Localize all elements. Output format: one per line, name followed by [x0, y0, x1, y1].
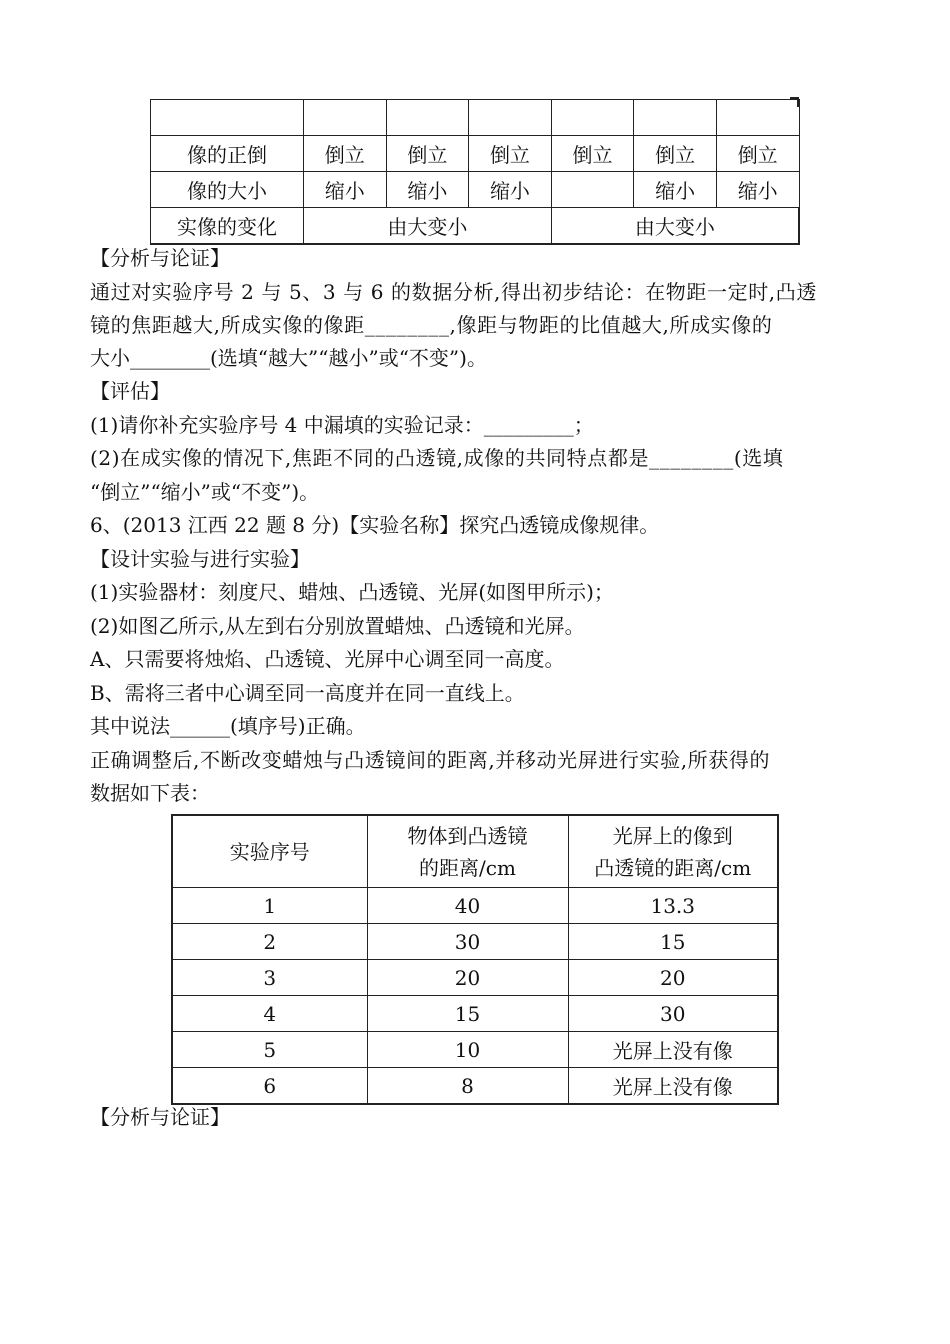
row-label: 实像的变化	[151, 208, 304, 245]
table-cell: 2	[172, 924, 367, 960]
table-header-row	[172, 815, 778, 888]
table-cell: 光屏上没有像	[568, 1032, 778, 1068]
table-cell	[716, 100, 799, 136]
merged-cell: 由大变小	[304, 208, 552, 245]
question-line: (2)在成实像的情况下,焦距不同的凸透镜,成像的共同特点都是________(选填	[90, 446, 784, 470]
table-cell: 5	[172, 1032, 367, 1068]
table-cell	[304, 100, 387, 136]
table-cell: 4	[172, 996, 367, 1032]
table-cell	[469, 100, 552, 136]
table-row	[151, 100, 800, 136]
table-cell: 6	[172, 1068, 367, 1105]
table-cell	[551, 172, 634, 208]
section-heading: 【评估】	[90, 379, 170, 403]
option-a: A、只需要将烛焰、凸透镜、光屏中心调至同一高度。	[90, 647, 565, 671]
image-properties-table	[150, 99, 800, 245]
paragraph-line: (1)实验器材：刻度尺、蜡烛、凸透镜、光屏(如图甲所示)；	[90, 580, 614, 604]
paragraph-line: 数据如下表：	[90, 781, 210, 805]
table-cell: 倒立	[386, 136, 469, 172]
table-cell: 倒立	[634, 136, 717, 172]
merged-cell: 由大变小	[551, 208, 799, 245]
section-heading: 【分析与论证】	[90, 1105, 230, 1129]
question-line: 其中说法______(填序号)正确。	[90, 714, 366, 738]
experiment-data-table	[171, 814, 779, 1105]
table-cell: 缩小	[304, 172, 387, 208]
row-label: 像的正倒	[151, 136, 304, 172]
table-cell: 15	[568, 924, 778, 960]
table-cell: 3	[172, 960, 367, 996]
table-cell: 缩小	[716, 172, 799, 208]
table-cell: 1	[172, 888, 367, 924]
table-row	[151, 208, 800, 245]
table-row	[151, 136, 800, 172]
table-cell: 20	[568, 960, 778, 996]
table-cell: 倒立	[716, 136, 799, 172]
column-header: 物体到凸透镜 的距离/cm	[367, 815, 568, 888]
table-row	[151, 172, 800, 208]
column-header: 光屏上的像到 凸透镜的距离/cm	[568, 815, 778, 888]
paragraph-line: (2)如图乙所示,从左到右分别放置蜡烛、凸透镜和光屏。	[90, 614, 585, 638]
table-cell: 倒立	[469, 136, 552, 172]
table-row	[172, 1068, 778, 1105]
table-cell: 缩小	[386, 172, 469, 208]
question-line: “倒立”“缩小”或“不变”)。	[90, 480, 320, 504]
table-cell: 15	[367, 996, 568, 1032]
row-label	[151, 100, 304, 136]
paragraph-line: 大小________(选填“越大”“越小”或“不变”)。	[90, 346, 487, 370]
table-cell: 10	[367, 1032, 568, 1068]
table-cell: 8	[367, 1068, 568, 1105]
table-cell: 13.3	[568, 888, 778, 924]
question-line: (1)请你补充实验序号 4 中漏填的实验记录：_________；	[90, 413, 594, 437]
table-row	[172, 960, 778, 996]
table-cell: 缩小	[469, 172, 552, 208]
table-cell: 倒立	[304, 136, 387, 172]
section-heading: 【分析与论证】	[90, 246, 230, 270]
table-cell: 倒立	[551, 136, 634, 172]
table-cell: 30	[568, 996, 778, 1032]
section-heading: 【设计实验与进行实验】	[90, 547, 310, 571]
paragraph-line: 通过对实验序号 2 与 5、3 与 6 的数据分析,得出初步结论：在物距一定时,凸透	[90, 280, 817, 304]
table-cell: 20	[367, 960, 568, 996]
question-title: 6、(2013 江西 22 题 8 分)【实验名称】探究凸透镜成像规律。	[90, 513, 660, 537]
table-cell	[386, 100, 469, 136]
table-cell	[551, 100, 634, 136]
table-row	[172, 1032, 778, 1068]
row-label: 像的大小	[151, 172, 304, 208]
table-cell: 缩小	[634, 172, 717, 208]
table-cell	[634, 100, 717, 136]
table-row	[172, 924, 778, 960]
paragraph-line: 镜的焦距越大,所成实像的像距________,像距与物距的比值越大,所成实像的	[90, 313, 773, 337]
column-header: 实验序号	[172, 815, 367, 888]
table-row	[172, 996, 778, 1032]
table-row	[172, 888, 778, 924]
table-cell: 40	[367, 888, 568, 924]
paragraph-line: 正确调整后,不断改变蜡烛与凸透镜间的距离,并移动光屏进行实验,所获得的	[90, 748, 771, 772]
table-cell: 30	[367, 924, 568, 960]
table-cell: 光屏上没有像	[568, 1068, 778, 1105]
option-b: B、需将三者中心调至同一高度并在同一直线上。	[90, 681, 525, 705]
